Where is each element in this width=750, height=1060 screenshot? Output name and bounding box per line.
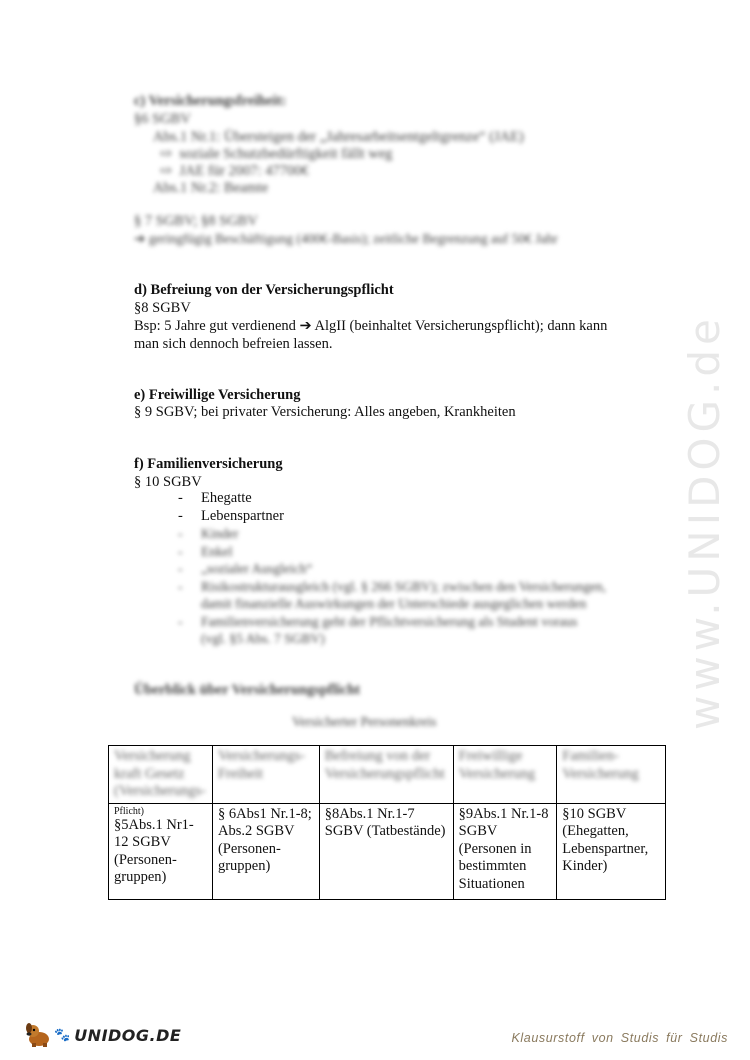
section-c-heading: c) Versicherungsfreiheit: bbox=[134, 93, 287, 109]
table-header-row bbox=[109, 746, 666, 804]
section-c-note: ➔ geringfügig Beschäftigung (400€-Basis); zeitliche Begrenzung auf 50€ Jahr bbox=[134, 231, 558, 246]
logo-text: UNIDOG.DE bbox=[74, 1025, 182, 1045]
watermark: www.UNIDOG.de bbox=[680, 314, 729, 730]
section-d-heading: d) Befreiung von der Versicherungspflicht bbox=[134, 282, 394, 298]
list-item: - „sozialer Ausgleich“ bbox=[178, 561, 313, 576]
section-f-heading: f) Familienversicherung bbox=[134, 456, 283, 472]
section-e-text: § 9 SGBV; bei privater Versicherung: Alles angeben, Krankheiten bbox=[134, 404, 516, 420]
section-d-ref: §8 SGBV bbox=[134, 300, 191, 316]
section-c-ref: §6 SGBV bbox=[134, 111, 191, 127]
list-item: - Enkel bbox=[178, 543, 233, 559]
arrow-icon: ➔ bbox=[299, 318, 312, 334]
table-header-cell: Befreiung von der Versicherungspflicht bbox=[319, 746, 453, 804]
section-c-item1: Abs.1 Nr.1: Übersteigen der „Jahresarbeitsentgeltgrenze“ (JAE) bbox=[153, 129, 524, 145]
paw-icon: 🐾 bbox=[54, 1027, 71, 1042]
overview-table bbox=[108, 745, 666, 900]
unidog-logo bbox=[24, 1022, 181, 1048]
family-members-list bbox=[178, 490, 284, 525]
table-cell: § 6Abs1 Nr.1-8; Abs.2 SGBV (Personen-gruppen) bbox=[212, 803, 319, 899]
section-d-text: Bsp: 5 Jahre gut verdienend ➔ AlgII (beinhaltet Versicherungspflicht); dann kann man sich dennoch befreien lassen. bbox=[134, 318, 608, 352]
table-row bbox=[109, 803, 666, 899]
table-header-cell: Versicherungs-Freiheit bbox=[212, 746, 319, 804]
dog-icon bbox=[24, 1022, 54, 1048]
overview-heading: Überblick über Versicherungspflicht bbox=[134, 682, 361, 698]
table-header-cell: Versicherung kraft Gesetz (Versicherungs- bbox=[109, 746, 213, 804]
list-item: - Lebenspartner bbox=[178, 507, 284, 524]
list-item: - Ehegatte bbox=[178, 490, 252, 506]
arrow-icon: ⇨ bbox=[160, 163, 180, 179]
arrow-icon: ➔ bbox=[134, 231, 149, 246]
section-c-item1b: ⇨ JAE für 2007: 47700€ bbox=[160, 163, 309, 179]
table-header-cell: Freiwillige Versicherung bbox=[453, 746, 557, 804]
footer-tagline: Klausurstoff von Studis für Studis bbox=[511, 1031, 728, 1045]
blurred-list bbox=[178, 525, 606, 648]
table-header-cell: Familien-Versicherung bbox=[557, 746, 666, 804]
section-f-ref: § 10 SGBV bbox=[134, 474, 202, 490]
list-item: - Familienversicherung geht der Pflichtversicherung als Student voraus (vgl. §5 Abs. 7 SGBV) bbox=[178, 613, 578, 646]
table-cell: Pflicht) §5Abs.1 Nr1-12 SGBV (Personen-gruppen) bbox=[109, 803, 213, 899]
arrow-icon: ⇨ bbox=[160, 146, 180, 162]
section-c-item1a: ⇨ soziale Schutzbedürftigkeit fällt weg bbox=[160, 146, 393, 162]
table-caption: Versicherter Personenkreis bbox=[292, 714, 437, 729]
list-item: - Kinder bbox=[178, 526, 239, 541]
section-c-item2: Abs.1 Nr.2: Beamte bbox=[153, 180, 269, 196]
section-e-heading: e) Freiwillige Versicherung bbox=[134, 387, 301, 403]
section-c-ref2: § 7 SGBV; §8 SGBV bbox=[134, 213, 258, 229]
table-cell: §9Abs.1 Nr.1-8 SGBV (Personen in bestimmten Situationen bbox=[453, 803, 557, 899]
list-item: - Risikostrukturausgleich (vgl. § 266 SGBV); zwischen den Versicherungen, damit finanzielle Auswirkungen der Unterschiede ausgeglichen werden bbox=[178, 578, 607, 611]
table-cell: §8Abs.1 Nr.1-7 SGBV (Tatbestände) bbox=[319, 803, 453, 899]
table-cell: §10 SGBV (Ehegatten, Lebenspartner, Kinder) bbox=[557, 803, 666, 899]
